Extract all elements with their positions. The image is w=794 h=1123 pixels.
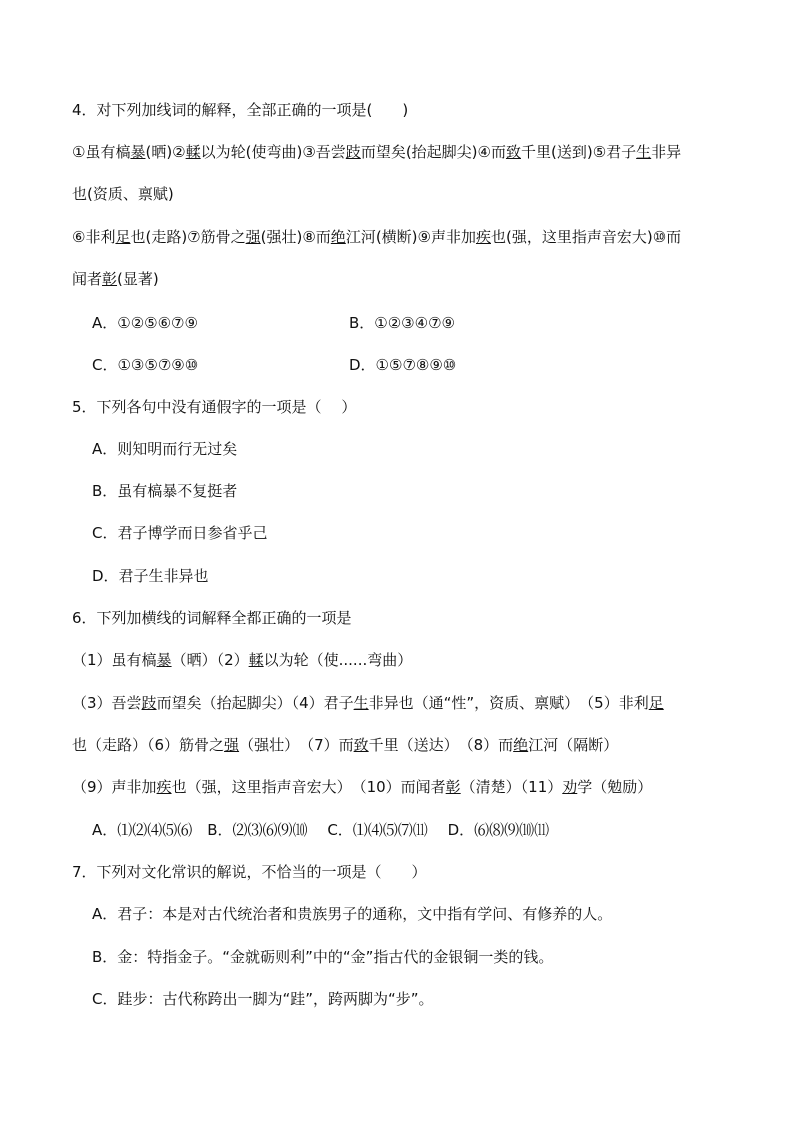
text: ①虽有槁: [72, 143, 131, 161]
q5-option-d: D．君子生非异也: [92, 567, 209, 585]
q7-stem: 7．下列对文化常识的解说，不恰当的一项是（ ）: [72, 863, 427, 881]
q4-line-1: [72, 142, 681, 162]
text: (晒)②: [145, 143, 186, 161]
underlined-word: 绝: [330, 228, 346, 246]
text: 而望矣（抬起脚尖）（4）君子: [156, 694, 354, 712]
underlined-word: 足: [115, 228, 131, 246]
text: 千里(送到)⑤君子: [520, 143, 637, 161]
text: 闻者: [72, 270, 103, 288]
text: 非异也（通“性”，资质、禀赋） （5）非利: [368, 694, 649, 712]
q4-option-c: C．①③⑤⑦⑨⑩: [92, 356, 199, 374]
q6-options: A．⑴⑵⑷⑸⑹ B．⑵⑶⑹⑼⑽ C．⑴⑷⑸⑺⑾ D．⑹⑻⑼⑽⑾: [92, 821, 550, 839]
text: （1）虽有槁: [72, 651, 157, 669]
q6-line-2: [72, 693, 664, 713]
q4-option-d: D．①⑤⑦⑧⑨⑩: [349, 356, 457, 374]
underlined-word: 足: [648, 694, 664, 712]
text: 以为轮（使......弯曲）: [263, 651, 413, 669]
q6-line-1: [72, 650, 412, 670]
text: （强壮） （7）而: [239, 736, 354, 754]
underlined-word: 彰: [102, 270, 118, 288]
text: 也（强，这里指声音宏大） （10）而闻者: [171, 778, 446, 796]
underlined-word: 疾: [475, 228, 491, 246]
text: （晒）（2）: [171, 651, 249, 669]
q7-option-a: A．君子：本是对古代统治者和贵族男子的通称，文中指有学问、有修养的人。: [92, 905, 613, 923]
q4-option-b: B．①②③④⑦⑨: [349, 314, 455, 332]
text: ⑥非利: [72, 228, 116, 246]
underlined-word: 致: [505, 143, 521, 161]
text: （9）声非加: [72, 778, 157, 796]
underlined-word: 彰: [445, 778, 461, 796]
text: （清楚）（11）: [460, 778, 563, 796]
q4-line-4: [72, 269, 159, 289]
underlined-word: 强: [245, 228, 261, 246]
q4-line-3: [72, 227, 681, 247]
underlined-word: 强: [224, 736, 240, 754]
q6-line-4: [72, 777, 652, 797]
text: 千里（送达） （8）而: [368, 736, 514, 754]
q7-option-b: B．金：特指金子。“金就砺则利”中的“金”指古代的金银铜一类的钱。: [92, 948, 554, 966]
underlined-word: 疾: [156, 778, 172, 796]
text: （3）吾尝: [72, 694, 142, 712]
q6-line-3: [72, 735, 618, 755]
underlined-word: 跂: [345, 143, 361, 161]
text: 江河(横断)⑨声非加: [345, 228, 476, 246]
q5-option-c: C．君子博学而日参省乎己: [92, 524, 268, 542]
text: 江河（隔断）: [528, 736, 619, 754]
underlined-word: 輮: [185, 143, 201, 161]
text: 以为轮(使弯曲)③吾尝: [200, 143, 346, 161]
underlined-word: 生: [353, 694, 369, 712]
q5-option-a: A．则知明而行无过矣: [92, 440, 238, 458]
q4-line-2: 也(资质、禀赋): [72, 185, 174, 203]
text: 也(强，这里指声音宏大)⑩而: [490, 228, 682, 246]
q5-option-b: B．虽有槁暴不复挺者: [92, 482, 238, 500]
underlined-word: 致: [353, 736, 369, 754]
q4-stem: 4．对下列加线词的解释，全部正确的一项是( ): [72, 101, 409, 119]
q7-option-c: C．跬步：古代称跨出一脚为“跬”，跨两脚为“步”。: [92, 990, 434, 1008]
underlined-word: 跂: [141, 694, 157, 712]
text: (显著): [117, 270, 159, 288]
text: (强壮)⑧而: [260, 228, 331, 246]
text: 非异: [651, 143, 682, 161]
underlined-word: 生: [636, 143, 652, 161]
underlined-word: 劝: [562, 778, 578, 796]
q5-stem: 5．下列各句中没有通假字的一项是（ ）: [72, 398, 357, 416]
underlined-word: 暴: [130, 143, 146, 161]
text: 学（勉励）: [577, 778, 653, 796]
q6-stem: 6．下列加横线的词解释全都正确的一项是: [72, 609, 352, 627]
text: 而望矣(抬起脚尖)④而: [360, 143, 506, 161]
q4-option-a: A．①②⑤⑥⑦⑨: [92, 314, 198, 332]
text: 也(走路)⑦筋骨之: [130, 228, 246, 246]
text: 也（走路）（6）筋骨之: [72, 736, 225, 754]
underlined-word: 輮: [248, 651, 264, 669]
underlined-word: 暴: [156, 651, 172, 669]
underlined-word: 绝: [513, 736, 529, 754]
